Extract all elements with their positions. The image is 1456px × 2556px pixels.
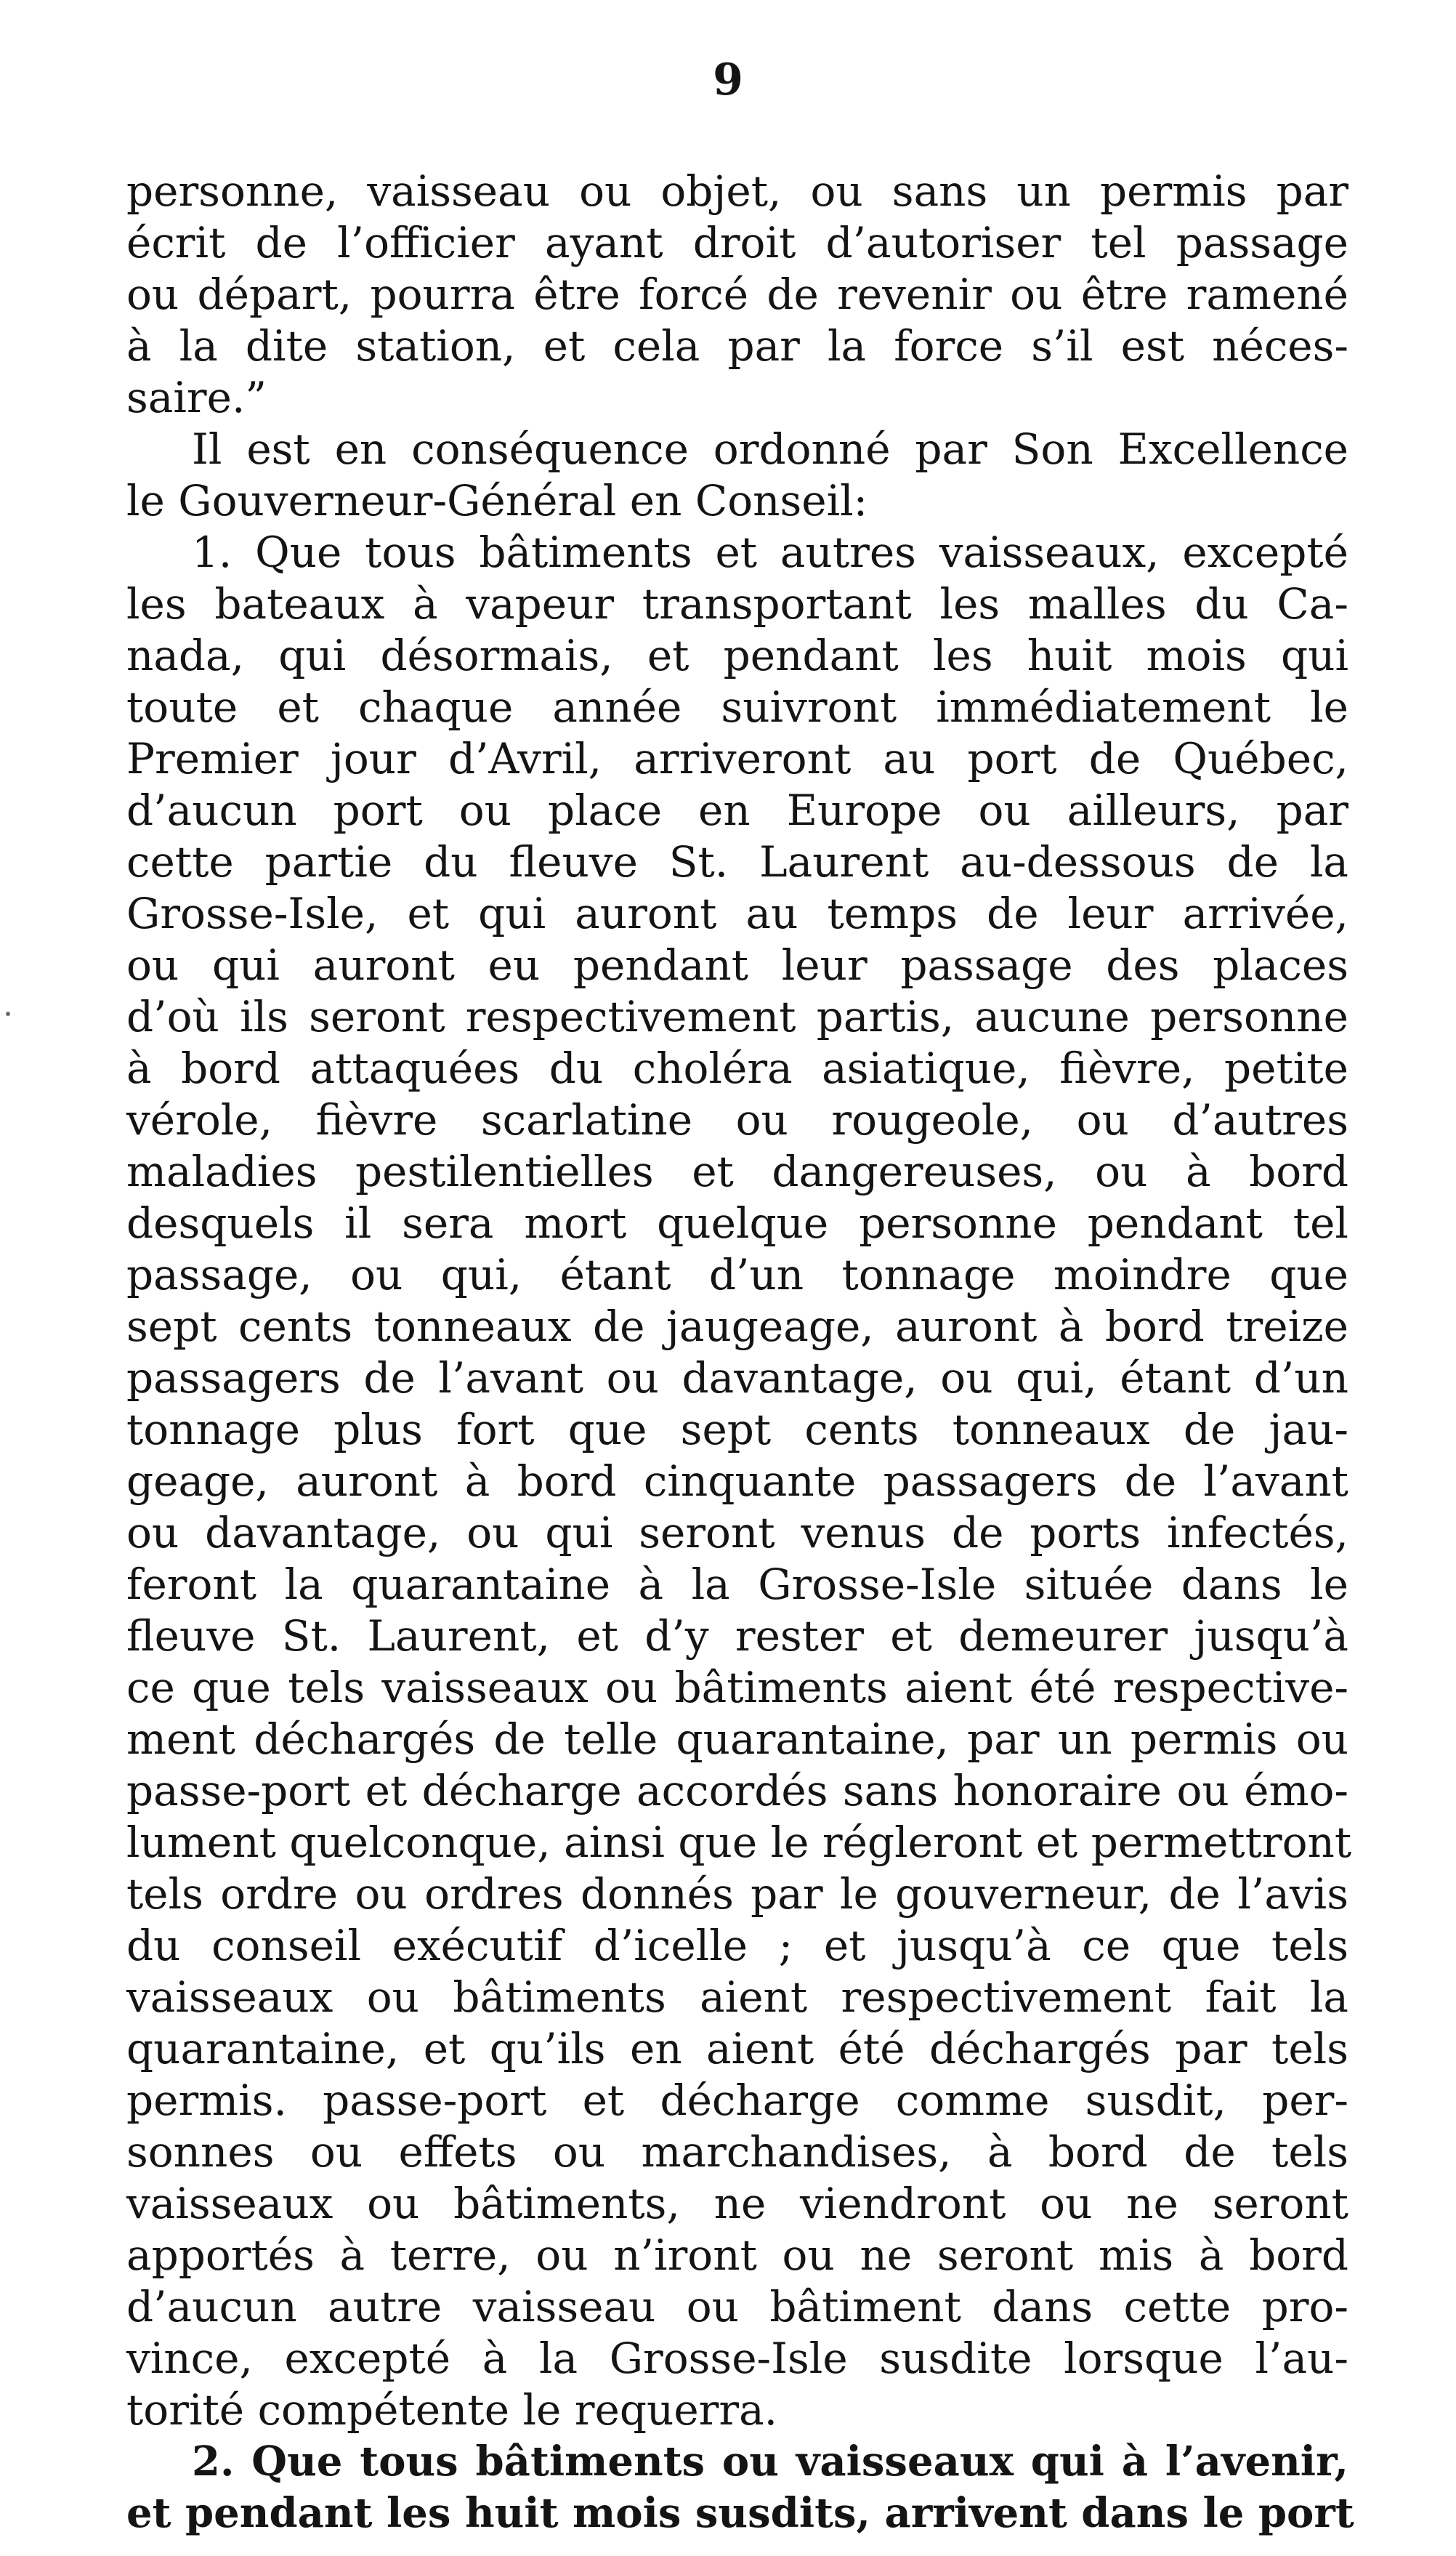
text-line: ment déchargés de telle quarantaine, par un permis ou xyxy=(126,1714,1348,1764)
text-line: du conseil exécutif d’icelle ; et jusqu’à ce que tels xyxy=(126,1921,1348,1970)
text-line: Il est en conséquence ordonné par Son Excellence xyxy=(192,424,1348,474)
text-line: les bateaux à vapeur transportant les malles du Ca- xyxy=(126,579,1348,629)
text-line: vérole, fièvre scarlatine ou rougeole, ou d’autres xyxy=(126,1095,1348,1145)
text-line: vince, excepté à la Grosse-Isle susdite lorsque l’au- xyxy=(126,2334,1348,2383)
text-line: permis. passe-port et décharge comme susdit, per- xyxy=(126,2076,1348,2125)
text-line: à la dite station, et cela par la force s’il est néces- xyxy=(126,321,1348,371)
text-line: saire.” xyxy=(126,373,267,422)
margin-speck xyxy=(6,1012,10,1016)
text-line: cette partie du fleuve St. Laurent au-dessous de la xyxy=(126,837,1348,887)
text-line: nada, qui désormais, et pendant les huit mois qui xyxy=(126,631,1348,680)
text-line: 1. Que tous bâtiments et autres vaisseaux, excepté xyxy=(192,528,1348,577)
text-line: passage, ou qui, étant d’un tonnage moindre que xyxy=(126,1250,1348,1299)
text-line: ou davantage, ou qui seront venus de ports infectés, xyxy=(126,1508,1348,1557)
text-line: tels ordre ou ordres donnés par le gouverneur, de l’avis xyxy=(126,1869,1348,1919)
text-line: geage, auront à bord cinquante passagers de l’avant xyxy=(126,1456,1348,1506)
text-line: feront la quarantaine à la Grosse-Isle située dans le xyxy=(126,1560,1348,1609)
text-line: personne, vaisseau ou objet, ou sans un permis par xyxy=(126,166,1348,216)
text-line: tonnage plus fort que sept cents tonneaux de jau- xyxy=(126,1405,1348,1454)
text-line: passe-port et décharge accordés sans honoraire ou émo- xyxy=(126,1766,1348,1815)
page-number: 9 xyxy=(713,55,743,105)
text-line: Grosse-Isle, et qui auront au temps de leur arrivée, xyxy=(126,889,1348,938)
text-line: maladies pestilentielles et dangereuses, ou à bord xyxy=(126,1147,1348,1196)
text-line: à bord attaquées du choléra asiatique, fièvre, petite xyxy=(126,1044,1348,1093)
text-line: ce que tels vaisseaux ou bâtiments aient été respective- xyxy=(126,1663,1348,1712)
text-line: et pendant les huit mois susdits, arrivent dans le port xyxy=(126,2489,1354,2537)
text-line: desquels il sera mort quelque personne pendant tel xyxy=(126,1198,1348,1248)
text-line: passagers de l’avant ou davantage, ou qui, étant d’un xyxy=(126,1353,1348,1403)
text-line: vaisseaux ou bâtiments, ne viendront ou ne seront xyxy=(126,2179,1348,2228)
text-line: sept cents tonneaux de jaugeage, auront à bord treize xyxy=(126,1302,1348,1351)
text-line: sonnes ou effets ou marchandises, à bord de tels xyxy=(126,2127,1348,2177)
text-line: d’aucun port ou place en Europe ou ailleurs, par xyxy=(126,786,1348,835)
text-line: lument quelconque, ainsi que le régleront et permettront xyxy=(126,1818,1352,1867)
text-line: d’où ils seront respectivement partis, aucune personne xyxy=(126,992,1348,1041)
text-line: torité compétente le requerra. xyxy=(126,2385,778,2435)
text-line: ou qui auront eu pendant leur passage des places xyxy=(126,940,1348,990)
text-line: écrit de l’officier ayant droit d’autoriser tel passage xyxy=(126,218,1348,267)
text-line: vaisseaux ou bâtiments aient respectivement fait la xyxy=(126,1972,1348,2022)
text-line: apportés à terre, ou n’iront ou ne seront mis à bord xyxy=(126,2230,1348,2280)
text-line: quarantaine, et qu’ils en aient été déchargés par tels xyxy=(126,2024,1348,2073)
text-line: fleuve St. Laurent, et d’y rester et demeurer jusqu’à xyxy=(126,1611,1348,1661)
text-line: Premier jour d’Avril, arriveront au port de Québec, xyxy=(126,734,1348,783)
text-line: toute et chaque année suivront immédiatement le xyxy=(126,682,1348,732)
text-line: 2. Que tous bâtiments ou vaisseaux qui à l’avenir, xyxy=(192,2438,1348,2486)
text-line: ou départ, pourra être forcé de revenir ou être ramené xyxy=(126,270,1348,319)
text-line: d’aucun autre vaisseau ou bâtiment dans cette pro- xyxy=(126,2282,1348,2331)
text-line: le Gouverneur-Général en Conseil: xyxy=(126,476,868,525)
